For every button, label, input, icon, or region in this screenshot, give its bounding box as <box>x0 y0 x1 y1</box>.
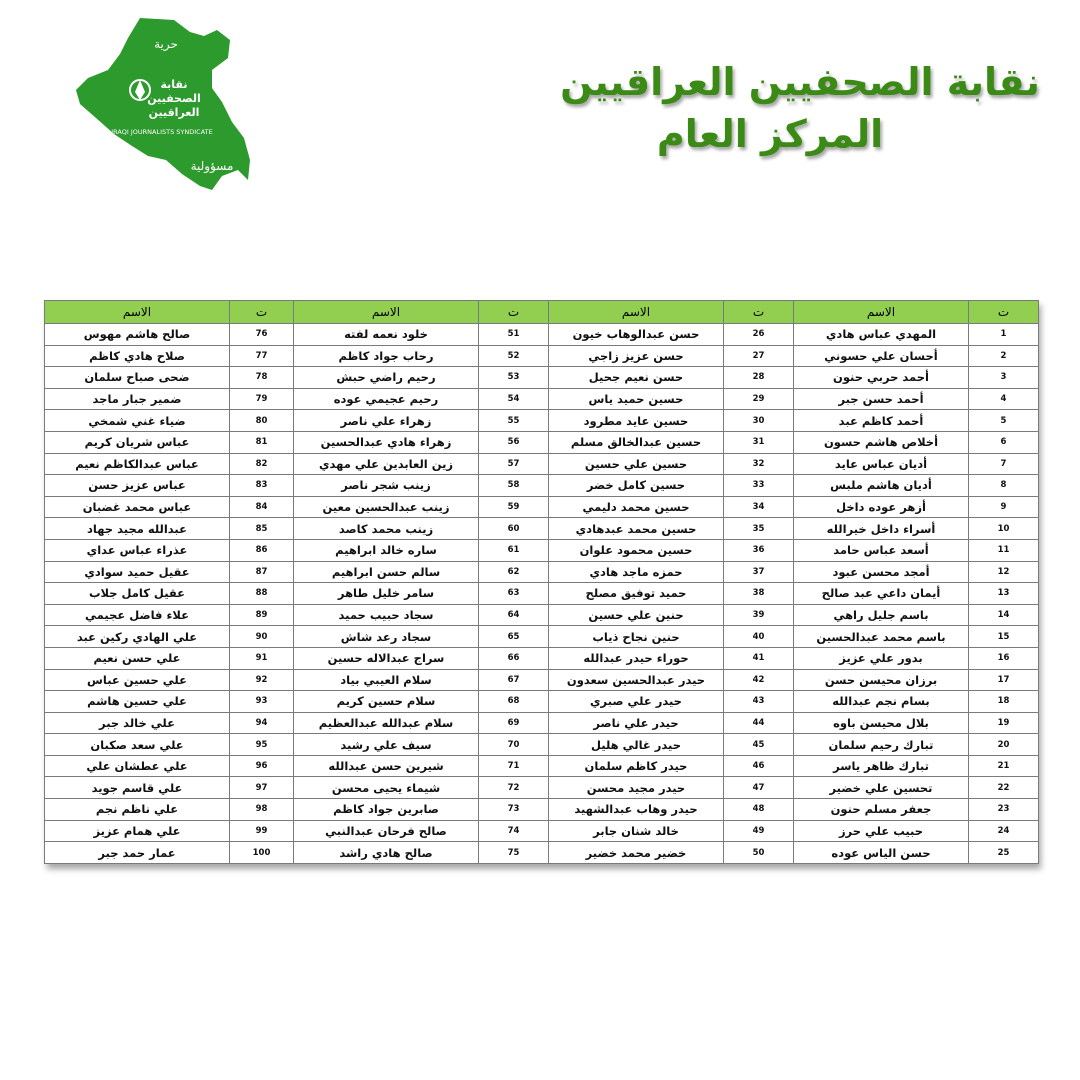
member-name-cell: حسين كامل خضر <box>549 475 724 497</box>
row-number-cell: 41 <box>724 647 794 669</box>
row-number-cell: 93 <box>230 691 294 713</box>
row-number-cell: 32 <box>724 453 794 475</box>
table-row <box>45 734 1039 756</box>
member-name-cell: زهراء علي ناصر <box>294 410 479 432</box>
member-name-cell: شيماء يحيى محسن <box>294 777 479 799</box>
member-name-cell: زهراء هادي عبدالحسين <box>294 431 479 453</box>
member-name-cell: عمار حمد جبر <box>45 842 230 864</box>
table-row <box>45 583 1039 605</box>
member-name-cell: حبيب علي حرز <box>794 820 969 842</box>
table-row <box>45 324 1039 346</box>
member-name-cell: رحيم راضي حبش <box>294 367 479 389</box>
row-number-cell: 38 <box>724 583 794 605</box>
row-number-cell: 52 <box>479 345 549 367</box>
row-number-cell: 83 <box>230 475 294 497</box>
member-name-cell: تبارك ظاهر ياسر <box>794 755 969 777</box>
row-number-cell: 4 <box>969 388 1039 410</box>
row-number-cell: 54 <box>479 388 549 410</box>
row-number-cell: 18 <box>969 691 1039 713</box>
row-number-cell: 51 <box>479 324 549 346</box>
member-name-cell: خضير محمد خضير <box>549 842 724 864</box>
table-row <box>45 604 1039 626</box>
member-name-cell: سالم حسن ابراهيم <box>294 561 479 583</box>
row-number-cell: 91 <box>230 647 294 669</box>
member-name-cell: تبارك رحيم سلمان <box>794 734 969 756</box>
member-name-cell: علي ناظم نجم <box>45 799 230 821</box>
member-name-cell: حيدر غالي هليل <box>549 734 724 756</box>
row-number-cell: 44 <box>724 712 794 734</box>
member-name-cell: حيدر كاظم سلمان <box>549 755 724 777</box>
row-number-cell: 39 <box>724 604 794 626</box>
row-number-cell: 65 <box>479 626 549 648</box>
member-name-cell: ضحى صباح سلمان <box>45 367 230 389</box>
member-name-cell: سيف علي رشيد <box>294 734 479 756</box>
names-table <box>44 300 1039 864</box>
member-name-cell: حيدر وهاب عبدالشهيد <box>549 799 724 821</box>
row-number-cell: 30 <box>724 410 794 432</box>
row-number-cell: 33 <box>724 475 794 497</box>
row-number-cell: 22 <box>969 777 1039 799</box>
logo-top-word: حرية <box>154 37 178 51</box>
col-header-name: الاسم <box>794 301 969 324</box>
table-row <box>45 712 1039 734</box>
row-number-cell: 46 <box>724 755 794 777</box>
names-table-container <box>44 300 1038 864</box>
table-row <box>45 410 1039 432</box>
table-row <box>45 691 1039 713</box>
member-name-cell: خالد شنان جابر <box>549 820 724 842</box>
member-name-cell: حيدر علي ناصر <box>549 712 724 734</box>
col-header-number: ت <box>230 301 294 324</box>
col-header-number: ت <box>724 301 794 324</box>
member-name-cell: علي الهادي ركين عبد <box>45 626 230 648</box>
row-number-cell: 95 <box>230 734 294 756</box>
member-name-cell: أسراء داخل خيرالله <box>794 518 969 540</box>
member-name-cell: علي خالد جبر <box>45 712 230 734</box>
member-name-cell: حسن عبدالوهاب خيون <box>549 324 724 346</box>
member-name-cell: علي همام عزيز <box>45 820 230 842</box>
member-name-cell: تحسين علي خضير <box>794 777 969 799</box>
member-name-cell: المهدي عباس هادي <box>794 324 969 346</box>
member-name-cell: سلام عبدالله عبدالعظيم <box>294 712 479 734</box>
table-row <box>45 475 1039 497</box>
member-name-cell: رحاب جواد كاظم <box>294 345 479 367</box>
row-number-cell: 5 <box>969 410 1039 432</box>
row-number-cell: 29 <box>724 388 794 410</box>
member-name-cell: أديان هاشم ملبس <box>794 475 969 497</box>
row-number-cell: 31 <box>724 431 794 453</box>
member-name-cell: صالح فرحان عبدالنبي <box>294 820 479 842</box>
row-number-cell: 81 <box>230 431 294 453</box>
logo-arabic-line3: العراقيين <box>148 106 200 119</box>
member-name-cell: جعفر مسلم حنون <box>794 799 969 821</box>
row-number-cell: 35 <box>724 518 794 540</box>
member-name-cell: أيمان داعي عبد صالح <box>794 583 969 605</box>
logo-bottom-word: مسؤولية <box>190 159 234 173</box>
member-name-cell: حسن عزيز زاجي <box>549 345 724 367</box>
row-number-cell: 53 <box>479 367 549 389</box>
member-name-cell: حميد توفيق مصلح <box>549 583 724 605</box>
table-row <box>45 777 1039 799</box>
member-name-cell: عذراء عباس عداي <box>45 539 230 561</box>
row-number-cell: 87 <box>230 561 294 583</box>
row-number-cell: 60 <box>479 518 549 540</box>
row-number-cell: 37 <box>724 561 794 583</box>
member-name-cell: باسم محمد عبدالحسين <box>794 626 969 648</box>
member-name-cell: بسام نجم عبدالله <box>794 691 969 713</box>
row-number-cell: 45 <box>724 734 794 756</box>
table-row <box>45 453 1039 475</box>
row-number-cell: 75 <box>479 842 549 864</box>
row-number-cell: 56 <box>479 431 549 453</box>
member-name-cell: بلال محيسن باوه <box>794 712 969 734</box>
member-name-cell: صلاح هادي كاظم <box>45 345 230 367</box>
member-name-cell: علي قاسم جويد <box>45 777 230 799</box>
member-name-cell: أسعد عباس حامد <box>794 539 969 561</box>
table-row <box>45 669 1039 691</box>
member-name-cell: ضمير جبار ماجد <box>45 388 230 410</box>
row-number-cell: 13 <box>969 583 1039 605</box>
member-name-cell: علي سعد صكبان <box>45 734 230 756</box>
row-number-cell: 62 <box>479 561 549 583</box>
member-name-cell: عباس محمد غضبان <box>45 496 230 518</box>
table-row <box>45 820 1039 842</box>
row-number-cell: 3 <box>969 367 1039 389</box>
row-number-cell: 36 <box>724 539 794 561</box>
row-number-cell: 2 <box>969 345 1039 367</box>
row-number-cell: 49 <box>724 820 794 842</box>
member-name-cell: شيرين حسن عبدالله <box>294 755 479 777</box>
row-number-cell: 61 <box>479 539 549 561</box>
table-row <box>45 842 1039 864</box>
row-number-cell: 74 <box>479 820 549 842</box>
row-number-cell: 43 <box>724 691 794 713</box>
row-number-cell: 12 <box>969 561 1039 583</box>
row-number-cell: 55 <box>479 410 549 432</box>
syndicate-logo <box>62 10 267 210</box>
member-name-cell: عقيل كامل جلاب <box>45 583 230 605</box>
member-name-cell: علي عطشان علي <box>45 755 230 777</box>
member-name-cell: صالح هاشم مهوس <box>45 324 230 346</box>
member-name-cell: ضياء غني شمخي <box>45 410 230 432</box>
table-body <box>45 324 1039 864</box>
member-name-cell: بدور علي عزيز <box>794 647 969 669</box>
row-number-cell: 72 <box>479 777 549 799</box>
member-name-cell: حسين علي حسين <box>549 453 724 475</box>
table-row <box>45 367 1039 389</box>
table-row <box>45 647 1039 669</box>
logo-english: IRAQI JOURNALISTS SYNDICATE <box>111 128 213 136</box>
member-name-cell: حسن الياس عوده <box>794 842 969 864</box>
row-number-cell: 79 <box>230 388 294 410</box>
member-name-cell: علي حسين هاشم <box>45 691 230 713</box>
row-number-cell: 57 <box>479 453 549 475</box>
row-number-cell: 10 <box>969 518 1039 540</box>
row-number-cell: 99 <box>230 820 294 842</box>
page-subtitle: المركز العام <box>656 112 884 156</box>
col-header-name: الاسم <box>549 301 724 324</box>
row-number-cell: 94 <box>230 712 294 734</box>
member-name-cell: عباس عبدالكاظم نعيم <box>45 453 230 475</box>
member-name-cell: باسم جليل راهي <box>794 604 969 626</box>
row-number-cell: 19 <box>969 712 1039 734</box>
row-number-cell: 23 <box>969 799 1039 821</box>
table-row <box>45 518 1039 540</box>
row-number-cell: 100 <box>230 842 294 864</box>
member-name-cell: علي حسين عباس <box>45 669 230 691</box>
row-number-cell: 67 <box>479 669 549 691</box>
row-number-cell: 58 <box>479 475 549 497</box>
row-number-cell: 6 <box>969 431 1039 453</box>
member-name-cell: سامر خليل طاهر <box>294 583 479 605</box>
row-number-cell: 27 <box>724 345 794 367</box>
member-name-cell: خلود نعمه لفته <box>294 324 479 346</box>
member-name-cell: رحيم عجيمي عوده <box>294 388 479 410</box>
member-name-cell: أزهر عوده داخل <box>794 496 969 518</box>
row-number-cell: 76 <box>230 324 294 346</box>
row-number-cell: 47 <box>724 777 794 799</box>
member-name-cell: حسن نعيم جحيل <box>549 367 724 389</box>
member-name-cell: سجاد حبيب حميد <box>294 604 479 626</box>
row-number-cell: 98 <box>230 799 294 821</box>
member-name-cell: حنين نجاح ذياب <box>549 626 724 648</box>
row-number-cell: 64 <box>479 604 549 626</box>
row-number-cell: 20 <box>969 734 1039 756</box>
member-name-cell: عبدالله مجيد جهاد <box>45 518 230 540</box>
col-header-number: ت <box>479 301 549 324</box>
member-name-cell: علي حسن نعيم <box>45 647 230 669</box>
logo-arabic-line1: نقابة <box>160 78 188 91</box>
row-number-cell: 69 <box>479 712 549 734</box>
member-name-cell: أخلاص هاشم حسون <box>794 431 969 453</box>
row-number-cell: 70 <box>479 734 549 756</box>
row-number-cell: 82 <box>230 453 294 475</box>
row-number-cell: 15 <box>969 626 1039 648</box>
member-name-cell: حوراء حيدر عبدالله <box>549 647 724 669</box>
row-number-cell: 80 <box>230 410 294 432</box>
member-name-cell: سراج عبدالاله حسين <box>294 647 479 669</box>
member-name-cell: عباس شريان كريم <box>45 431 230 453</box>
row-number-cell: 59 <box>479 496 549 518</box>
row-number-cell: 25 <box>969 842 1039 864</box>
row-number-cell: 7 <box>969 453 1039 475</box>
row-number-cell: 1 <box>969 324 1039 346</box>
row-number-cell: 85 <box>230 518 294 540</box>
member-name-cell: حسين محمد دليمي <box>549 496 724 518</box>
table-row <box>45 539 1039 561</box>
member-name-cell: سلام حسين كريم <box>294 691 479 713</box>
row-number-cell: 24 <box>969 820 1039 842</box>
row-number-cell: 34 <box>724 496 794 518</box>
row-number-cell: 68 <box>479 691 549 713</box>
row-number-cell: 92 <box>230 669 294 691</box>
row-number-cell: 48 <box>724 799 794 821</box>
member-name-cell: أحمد كاظم عبد <box>794 410 969 432</box>
table-row <box>45 388 1039 410</box>
row-number-cell: 71 <box>479 755 549 777</box>
table-row <box>45 345 1039 367</box>
member-name-cell: زينب عبدالحسين معين <box>294 496 479 518</box>
row-number-cell: 42 <box>724 669 794 691</box>
member-name-cell: حيدر مجيد محسن <box>549 777 724 799</box>
member-name-cell: زينب شجر ناصر <box>294 475 479 497</box>
member-name-cell: أحمد حربي حنون <box>794 367 969 389</box>
row-number-cell: 86 <box>230 539 294 561</box>
member-name-cell: ساره خالد ابراهيم <box>294 539 479 561</box>
row-number-cell: 17 <box>969 669 1039 691</box>
row-number-cell: 90 <box>230 626 294 648</box>
member-name-cell: حيدر علي صبري <box>549 691 724 713</box>
row-number-cell: 66 <box>479 647 549 669</box>
col-header-number: ت <box>969 301 1039 324</box>
member-name-cell: أحمد حسن جبر <box>794 388 969 410</box>
row-number-cell: 9 <box>969 496 1039 518</box>
col-header-name: الاسم <box>294 301 479 324</box>
member-name-cell: أديان عباس عايد <box>794 453 969 475</box>
table-row <box>45 755 1039 777</box>
row-number-cell: 40 <box>724 626 794 648</box>
member-name-cell: حسين عايد مطرود <box>549 410 724 432</box>
member-name-cell: حمزه ماجد هادي <box>549 561 724 583</box>
member-name-cell: زين العابدين علي مهدي <box>294 453 479 475</box>
member-name-cell: حسين محمود علوان <box>549 539 724 561</box>
member-name-cell: حسين حميد ياس <box>549 388 724 410</box>
member-name-cell: صابرين جواد كاظم <box>294 799 479 821</box>
row-number-cell: 21 <box>969 755 1039 777</box>
table-row <box>45 431 1039 453</box>
member-name-cell: علاء فاضل عجيمي <box>45 604 230 626</box>
row-number-cell: 96 <box>230 755 294 777</box>
member-name-cell: عباس عزيز حسن <box>45 475 230 497</box>
table-row <box>45 799 1039 821</box>
member-name-cell: حسين عبدالخالق مسلم <box>549 431 724 453</box>
row-number-cell: 16 <box>969 647 1039 669</box>
member-name-cell: زينب محمد كاصد <box>294 518 479 540</box>
row-number-cell: 14 <box>969 604 1039 626</box>
member-name-cell: سلام العيبي بياد <box>294 669 479 691</box>
row-number-cell: 28 <box>724 367 794 389</box>
row-number-cell: 11 <box>969 539 1039 561</box>
table-row <box>45 561 1039 583</box>
table-row <box>45 626 1039 648</box>
page-title: نقابة الصحفيين العراقيين <box>560 60 1040 104</box>
row-number-cell: 50 <box>724 842 794 864</box>
row-number-cell: 97 <box>230 777 294 799</box>
row-number-cell: 26 <box>724 324 794 346</box>
row-number-cell: 88 <box>230 583 294 605</box>
logo-arabic-line2: الصحفيين <box>147 92 201 105</box>
row-number-cell: 8 <box>969 475 1039 497</box>
row-number-cell: 78 <box>230 367 294 389</box>
member-name-cell: حيدر عبدالحسين سعدون <box>549 669 724 691</box>
member-name-cell: برزان محيسن حسن <box>794 669 969 691</box>
row-number-cell: 89 <box>230 604 294 626</box>
member-name-cell: عقيل حميد سوادي <box>45 561 230 583</box>
col-header-name: الاسم <box>45 301 230 324</box>
table-header-row <box>45 301 1039 324</box>
member-name-cell: سجاد رعد شاش <box>294 626 479 648</box>
row-number-cell: 77 <box>230 345 294 367</box>
member-name-cell: أمجد محسن عبود <box>794 561 969 583</box>
member-name-cell: حسين محمد عبدهادي <box>549 518 724 540</box>
member-name-cell: صالح هادي راشد <box>294 842 479 864</box>
row-number-cell: 73 <box>479 799 549 821</box>
member-name-cell: حنين علي حسين <box>549 604 724 626</box>
row-number-cell: 63 <box>479 583 549 605</box>
member-name-cell: أحسان علي حسوني <box>794 345 969 367</box>
row-number-cell: 84 <box>230 496 294 518</box>
table-row <box>45 496 1039 518</box>
